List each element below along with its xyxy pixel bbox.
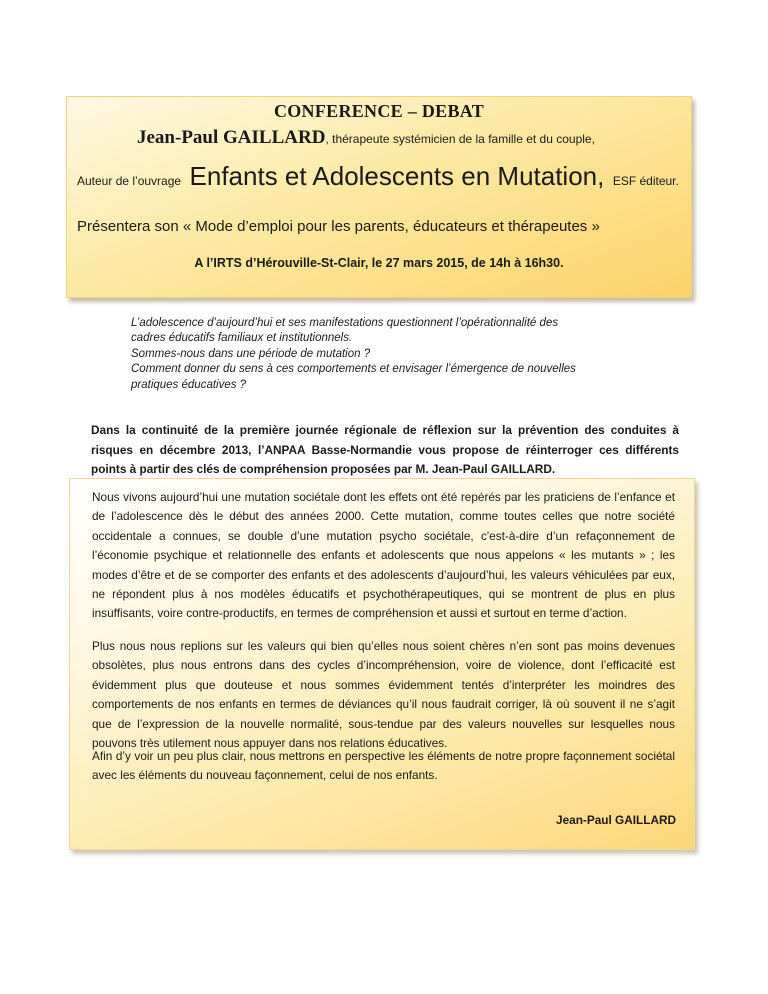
book-prefix: Auteur de l’ouvrage [77, 174, 182, 188]
body-box [69, 478, 695, 850]
body-paragraph-2: Plus nous nous replions sur les valeurs qui bien qu’elles nous soient chères n’en sont pas moins devenues obsolètes, plus nous entrons dans des cycles d’incompréhension, voire de violence, dont l’efficacité est évidemment plus que douteuse et nous sommes évidemment tentés d’interpréter les moindres des comportements de nos enfants en termes de déviances qu’il nous faudrait corriger, là où souvent il ne s’agit que de l’expression de la nouvelle normalité, sous-tendue par des valeurs nouvelles sur lesquelles nous pouvons très utilement nous appuyer dans nos relations éducatives. [92, 639, 675, 751]
signature: Jean-Paul GAILLARD [556, 813, 676, 827]
event-title: CONFERENCE – DEBAT [273, 101, 485, 121]
body-paragraph-3: Afin d’y voir un peu plus clair, nous mettrons en perspective les éléments de notre propre façonnement sociétal avec les éléments du nouveau façonnement, celui de nos enfants. [92, 749, 675, 783]
header-box [66, 96, 692, 298]
intro-line: L’adolescence d’aujourd’hui et ses manifestations questionnent l’opérationnalité des [131, 317, 559, 329]
author-name: Jean-Paul GAILLARD [137, 127, 326, 148]
intro-line: Comment donner du sens à ces comportements et envisager l’émergence de nouvelles [131, 363, 576, 376]
body-paragraph-1: Nous vivons aujourd’hui une mutation sociétale dont les effets ont été repérés par les praticiens de l’enfance et de l’adolescence dès le début des années 2000. Cette mutation, comme toutes celles que notre société occidentale a connues, se double d’une mutation psycho sociétale, c'est-à-dire d’un refaçonnement de l’économie psychique et relationnelle des enfants et adolescents que nous appelons « les mutants » ; les modes d’être et de se comporter des enfants et des adolescents d’aujourd’hui, les valeurs véhiculées par eux, ne répondent plus à nos modèles éducatifs et psychothérapeutiques, qui se montrent de plus en plus insuffisants, voire contre-productifs, en termes de compréhension et aussi et surtout en terme d’action. [92, 490, 675, 621]
intro-line: cadres éducatifs familiaux et institutionnels. [131, 332, 353, 345]
intro-line: Sommes-nous dans une période de mutation ? [131, 347, 371, 360]
book-title: Enfants et Adolescents en Mutation, [189, 161, 605, 191]
author-line [137, 127, 595, 149]
intro-line: pratiques éducatives ? [131, 378, 247, 391]
author-description: , thérapeute systémicien de la famille et du couple, [325, 132, 595, 146]
presentation-line: Présentera son « Mode d’emploi pour les parents, éducateurs et thérapeutes » [77, 218, 600, 235]
venue-line: A l’IRTS d’Hérouville-St-Clair, le 27 mars 2015, de 14h à 16h30. [194, 256, 564, 270]
book-line [77, 161, 679, 192]
lead-paragraph: Dans la continuité de la première journée régionale de réflexion sur la prévention des conduites à risques en décembre 2013, l’ANPAA Basse-Normandie vous propose de réinterroger ces différents points à partir des clés de compréhension proposées par M. Jean-Paul GAILLARD. [91, 423, 679, 476]
book-publisher: ESF éditeur. [612, 174, 679, 188]
intro-questions [131, 316, 651, 393]
